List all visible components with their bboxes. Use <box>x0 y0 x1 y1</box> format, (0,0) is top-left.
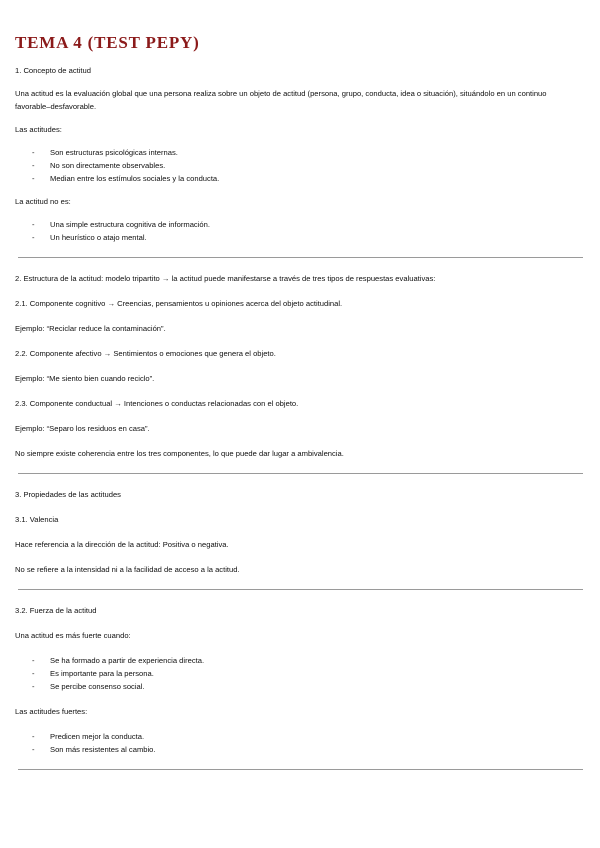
fuerza-heading: 3.2. Fuerza de la actitud <box>15 606 97 615</box>
list-item: - Un heurístico o atajo mental. <box>32 231 582 244</box>
list-item: - Median entre los estímulos sociales y la conducta. <box>32 172 582 185</box>
list-item: - Son más resistentes al cambio. <box>32 743 582 756</box>
example-afectivo: Ejemplo: “Me siento bien cuando reciclo”. <box>15 374 155 383</box>
fuerza-list <box>15 654 582 693</box>
section-divider <box>18 257 583 258</box>
valencia-text: Hace referencia a la dirección de la actitud: Positiva o negativa. <box>15 540 229 549</box>
example-conductual: Ejemplo: “Separo los residuos en casa”. <box>15 424 150 433</box>
fuertes-label: Las actitudes fuertes: <box>15 707 88 716</box>
component-conductual: 2.3. Componente conductual → Intenciones o conductas relacionadas con el objeto. <box>15 399 299 408</box>
fuerza-label: Una actitud es más fuerte cuando: <box>15 631 131 640</box>
list-item: - Una simple estructura cognitiva de información. <box>32 218 582 231</box>
coherence-note: No siempre existe coherencia entre los tres componentes, lo que puede dar lugar a ambivalencia. <box>15 449 344 458</box>
list-item: - Predicen mejor la conducta. <box>32 730 582 743</box>
section-3-heading: 3. Propiedades de las actitudes <box>15 490 121 499</box>
no-es-label: La actitud no es: <box>15 197 71 206</box>
section-2-heading: 2. Estructura de la actitud: modelo tripartito → la actitud puede manifestarse a través de tres tipos de respuestas evaluativas: <box>15 274 436 283</box>
valencia-heading: 3.1. Valencia <box>15 515 59 524</box>
list-item: - No son directamente observables. <box>32 159 582 172</box>
list-item: - Son estructuras psicológicas internas. <box>32 146 582 159</box>
las-actitudes-list <box>15 146 582 185</box>
definition-paragraph: Una actitud es la evaluación global que una persona realiza sobre un objeto de actitud (persona, grupo, conducta, idea o situación), situándolo en un continuo favorable–desfavorable. <box>15 89 547 111</box>
valencia-note: No se refiere a la intensidad ni a la facilidad de acceso a la actitud. <box>15 565 240 574</box>
component-afectivo: 2.2. Componente afectivo → Sentimientos o emociones que genera el objeto. <box>15 349 276 358</box>
section-1-heading: 1. Concepto de actitud <box>15 66 91 75</box>
section-divider <box>18 589 583 590</box>
fuertes-list <box>15 730 582 756</box>
list-item: - Se percibe consenso social. <box>32 680 582 693</box>
section-divider <box>18 473 583 474</box>
list-item: - Es importante para la persona. <box>32 667 582 680</box>
section-divider <box>18 769 583 770</box>
document-title: TEMA 4 (TEST PEPY) <box>15 33 200 52</box>
component-cognitivo: 2.1. Componente cognitivo → Creencias, pensamientos u opiniones acerca del objeto actitudinal. <box>15 299 343 308</box>
no-es-list <box>15 218 582 244</box>
las-actitudes-label: Las actitudes: <box>15 125 62 134</box>
list-item: - Se ha formado a partir de experiencia directa. <box>32 654 582 667</box>
example-cognitivo: Ejemplo: “Reciclar reduce la contaminación”. <box>15 324 166 333</box>
